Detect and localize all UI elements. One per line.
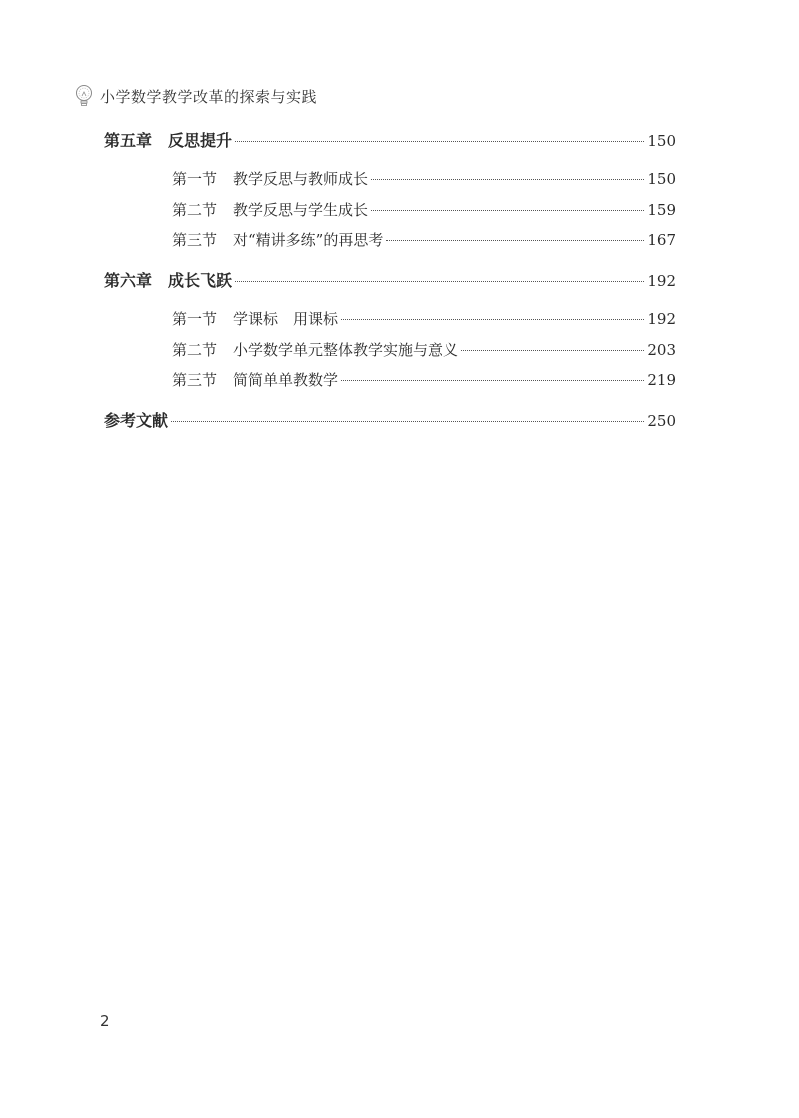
- references-title: 参考文献: [104, 411, 169, 430]
- section-number: 第三节: [172, 371, 218, 389]
- chapter-title: 反思提升: [168, 131, 233, 150]
- leader-dots: [235, 281, 644, 282]
- section-number: 第一节: [172, 310, 218, 328]
- toc-section-6-3[interactable]: [104, 369, 676, 395]
- page-number: 250: [647, 412, 676, 430]
- section-number: 第二节: [172, 341, 218, 359]
- section-number: 第三节: [172, 231, 218, 249]
- page-number: 150: [647, 170, 676, 188]
- page-number: 159: [647, 201, 676, 219]
- section-number: 第二节: [172, 201, 218, 219]
- page-number: 192: [647, 272, 676, 290]
- toc-references[interactable]: [104, 408, 676, 434]
- section-title: 对“精讲多练”的再思考: [233, 231, 384, 249]
- page-number: 203: [647, 341, 676, 359]
- toc-section-5-1[interactable]: [104, 168, 676, 194]
- leader-dots: [371, 210, 644, 211]
- toc-section-5-3[interactable]: [104, 229, 676, 255]
- section-title: 教学反思与教师成长: [233, 170, 369, 188]
- page-number: 192: [647, 310, 676, 328]
- page-number: 150: [647, 132, 676, 150]
- section-title: 小学数学单元整体教学实施与意义: [233, 341, 459, 359]
- leader-dots: [386, 240, 644, 241]
- leader-dots: [171, 421, 644, 422]
- chapter-title: 成长飞跃: [168, 271, 233, 290]
- chapter-number: 第六章: [104, 271, 153, 290]
- toc-chapter-6[interactable]: [104, 268, 676, 294]
- running-header: [74, 82, 317, 110]
- leader-dots: [235, 141, 644, 142]
- section-title: 学课标 用课标: [233, 310, 339, 328]
- folio-page-number: 2: [100, 1012, 110, 1030]
- section-number: 第一节: [172, 170, 218, 188]
- book-title: 小学数学教学改革的探索与实践: [100, 87, 318, 106]
- toc-section-6-1[interactable]: [104, 308, 676, 334]
- leader-dots: [341, 380, 644, 381]
- page-number: 219: [647, 371, 676, 389]
- leader-dots: [341, 319, 644, 320]
- page-number: 167: [647, 231, 676, 249]
- section-title: 简简单单教数学: [233, 371, 339, 389]
- toc-section-6-2[interactable]: [104, 339, 676, 365]
- toc-chapter-5[interactable]: [104, 128, 676, 154]
- toc-section-5-2[interactable]: [104, 199, 676, 225]
- leader-dots: [461, 350, 644, 351]
- chapter-number: 第五章: [104, 131, 153, 150]
- leader-dots: [371, 179, 644, 180]
- lightbulb-icon: [74, 83, 94, 109]
- section-title: 教学反思与学生成长: [233, 201, 369, 219]
